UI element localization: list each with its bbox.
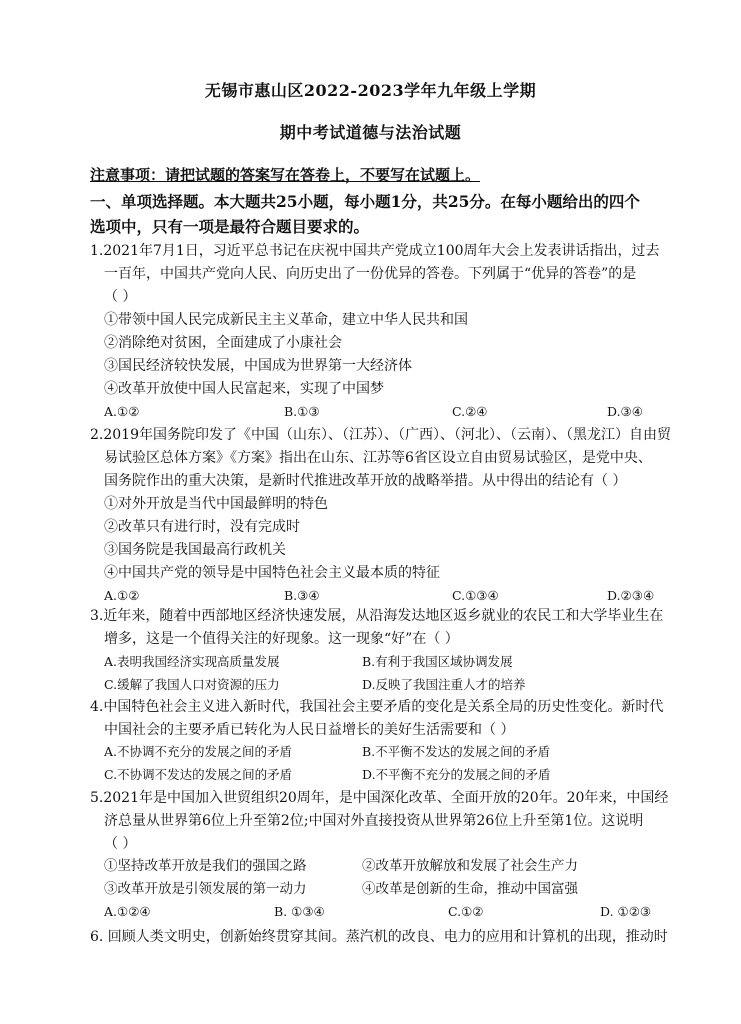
- q2-option-a: A.①②: [104, 588, 140, 603]
- q2-statement-2: ②改革只有进行时，没有完成时: [104, 519, 300, 535]
- q5-statement-1: ①坚持改革开放是我们的强国之路: [104, 858, 307, 874]
- q2-statement-3: ③国务院是我国最高行政机关: [104, 542, 286, 558]
- q3-stem-line1: 3.近年来，随着中西部地区经济快速发展，从沿海发达地区返乡就业的农民工和大学毕业生在: [90, 608, 664, 624]
- q2-option-c: C.①③④: [452, 588, 499, 603]
- q5-option-b: B. ①③④: [274, 904, 325, 919]
- q1-statement-4: ④改革开放使中国人民富起来，实现了中国梦: [104, 381, 384, 397]
- q4-stem-line2: 中国社会的主要矛盾已转化为人民日益增长的美好生活需要和（ ）: [104, 722, 515, 738]
- section-header-line1: 一、单项选择题。本大题共25小题，每小题1分，共25分。在每小题给出的四个: [90, 192, 640, 211]
- q3-option-d: D.反映了我国注重人才的培养: [362, 677, 526, 692]
- q5-stem-line1: 5.2021年是中国加入世贸组织20周年，是中国深化改革、全面开放的20年。20年来，中国经: [90, 790, 669, 806]
- q2-stem-line2: 易试验区总体方案》《方案》指出在山东、江苏等6省区设立自由贸易试验区，是党中央、: [104, 450, 652, 466]
- q4-option-c: C.不协调不发达的发展之间的矛盾: [104, 767, 293, 782]
- q2-statement-1: ①对外开放是当代中国最鲜明的特色: [104, 496, 328, 512]
- exam-notice: 注意事项：请把试题的答案写在答卷上，不要写在试题上。: [90, 166, 481, 184]
- q1-option-d: D.③④: [607, 404, 643, 419]
- exam-title-line1: 无锡市惠山区2022-2023学年九年级上学期: [204, 81, 537, 100]
- q1-statement-3: ③国民经济较快发展，中国成为世界第一大经济体: [104, 358, 412, 374]
- section-header-line2: 选项中，只有一项是最符合题目要求的。: [90, 217, 370, 236]
- q3-option-a: A.表明我国经济实现高质量发展: [104, 654, 280, 669]
- exam-title-line2: 期中考试道德与法治试题: [279, 123, 462, 142]
- q2-option-d: D.②③④: [607, 588, 655, 603]
- q3-stem-line2: 增多，这是一个值得关注的好现象。这一现象“好”在（ ）: [104, 631, 459, 647]
- q1-stem-line2: 一百年，中国共产党向人民、向历史出了一份优异的答卷。下列属于“优异的答卷”的是: [104, 266, 637, 282]
- q1-statement-2: ②消除绝对贫困，全面建成了小康社会: [104, 335, 342, 351]
- q5-statement-2: ②改革开放解放和发展了社会生产力: [362, 858, 578, 874]
- q4-option-a: A.不协调不充分的发展之间的矛盾: [104, 744, 293, 759]
- q3-option-b: B.有利于我国区域协调发展: [362, 654, 513, 669]
- q4-option-b: B.不平衡不发达的发展之间的矛盾: [362, 744, 551, 759]
- q5-option-c: C.①②: [448, 904, 484, 919]
- q5-stem-line2: 济总量从世界第6位上升至第2位;中国对外直接投资从世界第26位上升至第1位。这说明: [104, 813, 644, 829]
- q5-statement-3: ③改革开放是引领发展的第一动力: [104, 881, 307, 897]
- q1-option-c: C.②④: [452, 404, 488, 419]
- q3-option-c: C.缓解了我国人口对资源的压力: [104, 677, 280, 692]
- q1-option-a: A.①②: [104, 404, 140, 419]
- q1-option-b: B.①③: [284, 404, 320, 419]
- q5-statement-4: ④改革是创新的生命，推动中国富强: [362, 881, 578, 897]
- q1-statement-1: ①带领中国人民完成新民主主义革命，建立中华人民共和国: [104, 312, 468, 328]
- q5-option-a: A.①②④: [104, 904, 151, 919]
- q4-option-d: D.不平衡不充分的发展之间的矛盾: [362, 767, 551, 782]
- q4-stem-line1: 4.中国特色社会主义进入新时代，我国社会主要矛盾的变化是关系全局的历史性变化。新时代: [90, 699, 664, 715]
- q6-stem-line1: 6. 回顾人类文明史，创新始终贯穿其间。蒸汽机的改良、电力的应用和计算机的出现，推动时: [90, 929, 668, 945]
- q2-statement-4: ④中国共产党的领导是中国特色社会主义最本质的特征: [104, 565, 440, 581]
- q5-answer-blank: （ ）: [104, 836, 137, 852]
- q1-answer-blank: （ ）: [104, 289, 137, 305]
- q2-option-b: B.③④: [284, 588, 320, 603]
- q2-stem-line3: 国务院作出的重大决策，是新时代推进改革开放的战略举措。从中得出的结论有（ ）: [104, 473, 627, 489]
- q1-stem-line1: 1.2021年7月1日，习近平总书记在庆祝中国共产党成立100周年大会上发表讲话指出，过去: [90, 243, 660, 259]
- q5-option-d: D. ①②③: [600, 904, 652, 919]
- q2-stem-line1: 2.2019年国务院印发了《中国（山东）、（江苏）、（广西）、（河北）、（云南）、（黑龙江）自由贸: [90, 427, 671, 443]
